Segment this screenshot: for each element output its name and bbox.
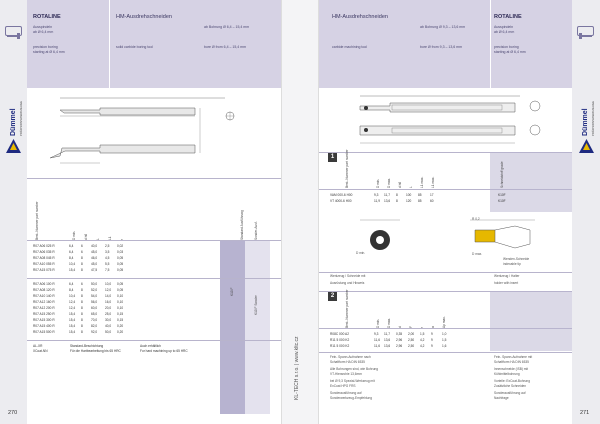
- right-header-divider: [490, 0, 491, 88]
- note-line: Vorteile: ExCoat-Bohrung: [494, 379, 530, 383]
- left-th-part: Best.-Nummer part number: [35, 201, 39, 240]
- note-line: Schaftform HA DIN 6535: [494, 360, 529, 364]
- note-line: Sonderausführung auf: [494, 391, 526, 395]
- table-row: R07 A15 500 R 15,4 8 92,0 50,0 0,20: [33, 330, 124, 334]
- right-t2-h-part: Best.-Nummer part number: [345, 289, 349, 328]
- note-line: Nachfrage: [494, 396, 509, 400]
- table-row: R08C 000 A2 9,3 11,7 0,35 2,00 1,5 9 1,0: [330, 332, 447, 336]
- note-line: ExCoat HPG FRS: [330, 384, 356, 388]
- left-rows-group1: [33, 244, 220, 274]
- right-label-dmax: D max.: [472, 252, 483, 256]
- left-footer-text3: Auch erhältlich: [140, 344, 161, 348]
- left-header-sub1: Ausspindeln: [33, 25, 53, 29]
- note-line: Alle Bohrungen sind, wie Bohrung: [330, 367, 379, 371]
- spine-side-text: KL-TECH s.r.o. | www.kltc.cz: [294, 336, 300, 400]
- note-line: Schaftform HA DIN 6535: [330, 360, 365, 364]
- table-row: R07 A15 250 R 15,4 8 65,0 25,0 0,15: [33, 312, 124, 316]
- right-t2-h-r: r: [420, 326, 424, 328]
- table-row: R07 A06 100 R 6,4 6 50,0 10,0 0,05: [33, 282, 124, 286]
- right-brand-name: Dümmel: [582, 108, 589, 136]
- note-line: Fein- Spann-Aufnahme mit: [494, 355, 533, 359]
- right-t2-h-F: F: [409, 326, 413, 328]
- right-t1-h-dmin: D min.: [376, 178, 380, 188]
- section-2-badge: 2: [328, 292, 337, 301]
- note-line: Fein- Spann-Aufnahme nach: [330, 355, 371, 359]
- section-1-badge: 1: [328, 153, 337, 162]
- right-t2-h-d: d: [398, 326, 402, 328]
- right-t1-h-L1: L1 max.: [420, 176, 424, 188]
- left-sidebar: [0, 0, 27, 424]
- right-t1-h-grade: Schneidstoff grade: [500, 161, 504, 188]
- left-footer-text4: For hard machining up to 65 HRC: [140, 349, 188, 353]
- right-t2-h-ap: Ap max.: [442, 316, 446, 328]
- right-product-sub3: bore Ø from 9,3 – 13,6 mm: [420, 45, 463, 49]
- table-row: R07 A08 120 R 8,4 8 52,0 12,0 0,05: [33, 288, 124, 292]
- right-notes-left: [330, 355, 480, 401]
- left-table-side-col2: [245, 241, 270, 414]
- right-tool-drawing: [330, 88, 560, 150]
- left-product-title: HM-Ausdrehschneiden: [116, 14, 172, 20]
- right-insert-drawing: [330, 212, 565, 267]
- right-t1-h-dmax: D max.: [387, 177, 391, 188]
- left-brand-sub: PRÄZISIONSWERKZEUGE: [19, 101, 23, 136]
- left-header-sub2: ab Ø 6,4 mm: [33, 30, 54, 34]
- table-row: R07 A15 300 R 15,4 8 70,0 30,0 0,15: [33, 318, 124, 322]
- right-product-sub2: carbide machining tool: [332, 45, 368, 49]
- right-product-title: HM-Ausdrehschneiden: [332, 14, 388, 20]
- left-th-dmin: D min.: [72, 230, 76, 240]
- right-label-dmin: D min.: [356, 251, 366, 255]
- right-table1-rows: [330, 193, 570, 205]
- right-brand-sub: PRÄZISIONSWERKZEUGE: [591, 101, 595, 136]
- table-row: R07 A12 200 R 12,4 8 60,0 20,0 0,10: [33, 306, 124, 310]
- left-rows-group2: [33, 282, 220, 336]
- left-footer-code1: AL-XR: [33, 344, 43, 348]
- table-row: R07 A10 055 R 10,4 8 45,0 5,5 0,05: [33, 262, 124, 266]
- left-th-d: d h6: [84, 233, 88, 240]
- left-group2-side: K10 F Sonder: [254, 295, 258, 315]
- right-note-left1: Werkzeug / Schneide mit: [330, 274, 366, 278]
- right-product-sub1: ab Bohrung Ø 9,3 – 13,6 mm: [420, 25, 466, 29]
- left-group1-side: K10 F: [230, 287, 234, 296]
- right-tab-icon: [577, 26, 594, 36]
- left-footer-code2: XCoat-NN: [33, 349, 48, 353]
- right-header-title: ROTALINE: [494, 14, 522, 20]
- left-th-standard: Standard Ausführung: [240, 210, 244, 240]
- right-t1-h-L2: L1 max.: [431, 176, 435, 188]
- note-line: Zusätzliche Schneiden: [494, 384, 527, 388]
- note-line: Sonderwerkzeug-Empfehlung: [330, 396, 372, 400]
- table-row: R07 A06 025 R 6,4 6 40,0 2,5 0,02: [33, 244, 124, 248]
- note-line: Innenschneide (ISB) mit: [494, 367, 529, 371]
- right-t2-h-alpha: α: [431, 326, 435, 328]
- table-row: VT 4000-6 H00 11,9 13,6 8 120 85 60 K10F: [330, 199, 506, 203]
- right-note-right2: holder with insert: [494, 281, 519, 285]
- right-note-left2: Ausrüstung und Hinweis: [330, 281, 365, 285]
- left-tool-drawing: [40, 88, 250, 168]
- left-header-title: ROTALINE: [33, 14, 61, 20]
- right-notes-right: [494, 355, 569, 401]
- right-label-weiss: Wenden-Schneide: [503, 257, 530, 261]
- right-header-sub2: ab Ø 6,4 mm: [494, 30, 515, 34]
- right-brand-logo: [578, 138, 595, 154]
- left-footer-text1: Standard-Beschichtung: [70, 344, 104, 348]
- left-product-sub2: solid carbide boring tool: [116, 45, 153, 49]
- right-t2-h-dmin: D min.: [376, 318, 380, 328]
- left-tab-icon: [5, 26, 22, 36]
- table-row: R07 A08 045 R 8,4 8 46,0 4,5 0,05: [33, 256, 124, 260]
- left-header-sub4: starting at Ø 6,4 mm: [33, 50, 65, 54]
- right-header-sub4: starting at Ø 6,4 mm: [494, 50, 526, 54]
- table-row: VAM 000-6 H00 9,3 11,7 8 100 85 17 K10F: [330, 193, 506, 197]
- right-note-right1: Werkzeug / Halter: [494, 274, 520, 278]
- left-brand-logo: [5, 138, 22, 154]
- table-row: R07 A15 400 R 15,4 8 82,0 40,0 0,20: [33, 324, 124, 328]
- right-page-number: 271: [580, 410, 590, 416]
- right-t1-h-d: d h6: [398, 181, 402, 188]
- left-header-divider: [109, 0, 110, 88]
- right-label-weiss2: indexable tip: [503, 262, 521, 266]
- note-line: Kühlmittelbohrung: [494, 372, 520, 376]
- note-line: Sonderausführung auf: [330, 391, 362, 395]
- note-line: VT-Hierarchie 13,6mm: [330, 372, 362, 376]
- right-mid-divider: [319, 272, 572, 273]
- left-brand-name: Dümmel: [10, 108, 17, 136]
- left-product-sub3: bore Ø from 6,4 – 15,4 mm: [204, 45, 247, 49]
- table-row: R07 A12 160 R 12,4 8 56,0 16,0 0,10: [33, 300, 124, 304]
- right-t1-h-L: L: [409, 186, 413, 188]
- left-th-L: L: [96, 238, 100, 240]
- table-row: R07 A15 075 R 15,4 8 47,5 7,5 0,05: [33, 268, 124, 272]
- left-th-r: r: [120, 238, 124, 240]
- page-spine: [281, 0, 319, 424]
- right-header-sub3: precision boring: [494, 45, 519, 49]
- left-footer-text2: Für die Hartbearbeitung bis 65 HRC: [70, 349, 121, 353]
- right-bottom-divider: [319, 352, 572, 353]
- table-row: R11 5 000 K2 11,6 13,6 2,96 2,50 4,2 9 1,6: [330, 344, 447, 348]
- left-header-sub3: precision boring: [33, 45, 58, 49]
- left-group-divider: [27, 278, 281, 279]
- left-th-sonder: Sonder-Ausf.: [254, 221, 258, 240]
- left-th-L1: L1: [108, 236, 112, 240]
- right-sidebar: [572, 0, 600, 424]
- table-row: R07 A10 140 R 10,4 8 54,0 14,0 0,10: [33, 294, 124, 298]
- right-t1-h-part: Best.-Nummer part number: [345, 149, 349, 188]
- right-t2-h-dmax: D max.: [387, 317, 391, 328]
- right-table2-rows: [330, 332, 570, 350]
- note-line: bei Ø 9,3 Spezial-Werkzeug mit: [330, 379, 375, 383]
- right-label-r: R 0,2: [472, 217, 480, 221]
- table-row: R11 5 000 K2 11,6 13,6 2,96 2,50 4,2 9 1,5: [330, 338, 447, 342]
- left-page-number: 270: [8, 410, 18, 416]
- left-footer-divider: [27, 340, 281, 341]
- right-header-sub1: Ausspindeln: [494, 25, 514, 29]
- left-product-sub1: ab Bohrung Ø 6,4 – 15,4 mm: [204, 25, 250, 29]
- table-row: R07 A06 035 R 6,4 6 45,0 3,5 0,03: [33, 250, 124, 254]
